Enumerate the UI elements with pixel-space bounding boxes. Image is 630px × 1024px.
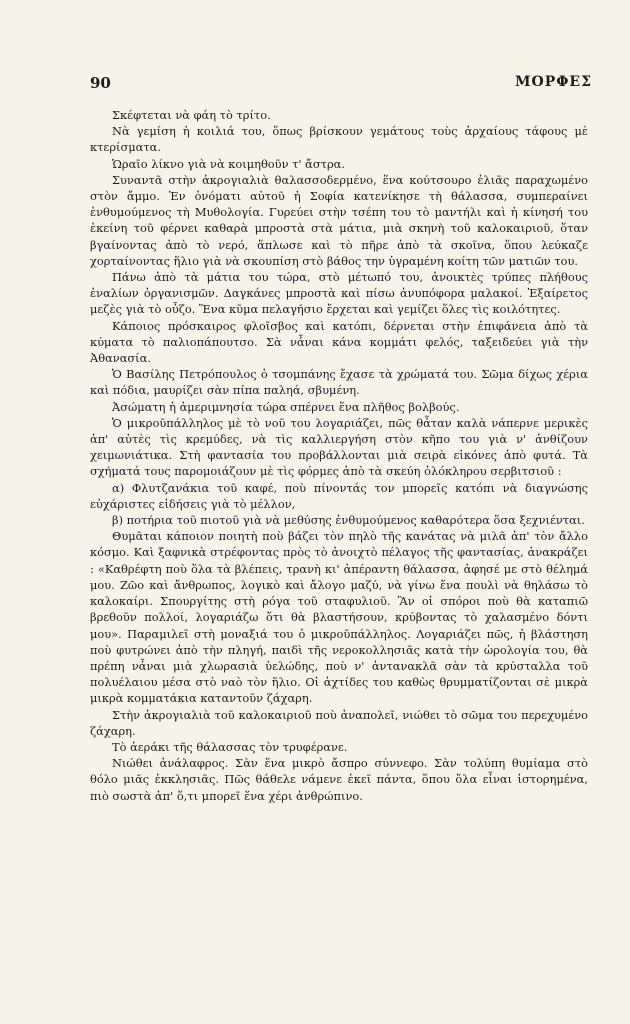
paragraph: Κάποιος πρόσκαιρος φλοῖσβος καὶ κατόπι, δέρνεται στὴν ἐπιφάνεια ἀπὸ τὰ κύματα τὸ παλιοπάπουτσο. Σὰ νἆναι κάνα κομμάτι φελός, ταξειδεύει γιὰ τὴν Ἀθανασία. bbox=[90, 318, 588, 366]
list-item-b: β) ποτήρια τοῦ πιοτοῦ γιὰ νὰ μεθύσης ἐνθυμούμενος καθαρότερα ὅσα ξεχνιένται. bbox=[112, 513, 585, 528]
page-header bbox=[90, 74, 592, 94]
paragraph: Ὁ μικροῦπάλληλος μὲ τὸ νοῦ του λογαριάζει, πῶς θἆταν καλὰ νάπερνε μερικὲς ἀπ' αὐτὲς τὶς κρεμύδες, νὰ τὶς καλλιεργήση στὸν κῆπο του γιὰ ν' ἀνθίζουν χειμωνιάτικα. Στὴ φαντασία του προβάλλονται μιὰ σειρὰ εἰκόνες ἀπὸ φυτά. Τὰ σχήματά τους παρομοιάζουν μὲ τὶς φόρμες ἀπὸ τὰ σκεύη ὁλόκληρου σερβιτσιοῦ : bbox=[90, 415, 588, 479]
list-item-a: α) Φλυτζανάκια τοῦ καφέ, ποὺ πίνοντάς τον μπορεῖς κατόπι νὰ διαγνώσης εὐχάριστες εἰδήσεις γιὰ τὸ μέλλον, bbox=[90, 480, 588, 511]
paragraph: Ἀσώματη ἡ ἀμεριμνησία τώρα σπέρνει ἕνα πλῆθος βολβούς. bbox=[112, 399, 460, 414]
page-number: 90 bbox=[90, 74, 111, 92]
paragraph: Πάνω ἀπὸ τὰ μάτια του τώρα, στὸ μέτωπό του, ἀνοικτὲς τρύπες πλήθους ἐναλίων ὀργανισμῶν. Δαγκάνες μπροστὰ καὶ πίσω ἀνυπόφορα μαλακοί. Ἐξαίρετος μεζὲς γιὰ τὸ οὖζο. Ἕνα κῦμα πελαγήσιο ἔρχεται καὶ γεμίζει ὅλες τὶς κοιλότητες. bbox=[90, 270, 588, 317]
paragraph: Νὰ γεμίση ἡ κοιλιά του, ὅπως βρίσκουν γεμάτους τοὺς ἀρχαίους τάφους μὲ κτερίσματα. bbox=[90, 124, 588, 155]
paragraph: Ὁ Βασίλης Πετρόπουλος ὁ τσομπάνης ἔχασε τὰ χρώματά του. Σῶμα δίχως χέρια καὶ πόδια, μαυρίζει σὰν πίπα παληά, σβυμένη. bbox=[90, 367, 588, 398]
body-text bbox=[90, 107, 588, 804]
paragraph: Στὴν ἀκρογιαλιὰ τοῦ καλοκαιριοῦ ποὺ ἀναπολεῖ, νιώθει τὸ σῶμα του περεχυμένο ζάχαρη. bbox=[90, 707, 588, 738]
paragraph: Ὡραῖο λίκνο γιὰ νὰ κοιμηθοῦν τ' ἄστρα. bbox=[112, 156, 345, 171]
paragraph: Τὸ ἀεράκι τῆς θάλασσας τὸν τρυφέρανε. bbox=[112, 739, 348, 754]
paragraph: Θυμᾶται κάποιον ποιητὴ ποὺ βάζει τὸν πηλὸ τῆς κανάτας νὰ μιλᾶ ἀπ' τὸν ἄλλο κόσμο. Καὶ ξαφνικὰ στρέφοντας πρὸς τὸ ἀνοιχτὸ πέλαγος τῆς φαντασίας, ἀνακράζει : «Καθρέφτη ποὺ ὅλα τὰ βλέπεις, τρανὴ κι' ἀπέραντη θάλασσα, ἀφησέ με στὸ θέλημά μου. Ζῶο καὶ ἄνθρωπος, λογικὸ καὶ ἄλογο μαζύ, νὰ γίνω ἕνα πουλὶ νὰ θηλάσω τὸ καλοκαίρι. Σπουργίτης στὴ ρόγα τοῦ σταφυλιοῦ. Ἂν οἱ σπόροι ποὺ θὰ καταπιῶ βρεθοῦν πολλοί, λογαριάζω ὅτι θὰ βλαστήσουν, κρύβοντας τὸ χαλασμένο δόντι μου». Παραμιλεῖ στὴ μοναξιά του ὁ μικροῦπάλληλος. Λογαριάζει πῶς, ἡ βλάστηση ποὺ φυτρώνει ἀπὸ τὴν πληγή, παιδὶ τῆς νεροκολλησιᾶς κατὰ τὴν ὡρολογία του, θὰ πρέπη νἆναι μιὰ χλωρασιὰ ὑελώδης, ποὺ ν' ἀντανακλᾶ σὰν τὰ κρύσταλλα τοῦ πολυέλαιου μέσα στὸ ναὸ τὸν ἥλιο. Οἱ ἀχτίδες του καθὼς θρυμματίζονται σὲ μικρὰ μικρὰ κομματάκια καταντοῦν ζάχαρη. bbox=[90, 529, 588, 706]
paragraph: Σκέφτεται νὰ φάη τὸ τρίτο. bbox=[112, 108, 271, 122]
paragraph: Συναντᾶ στὴν ἀκρογιαλιὰ θαλασσοδερμένο, ἕνα κούτσουρο ἐλιᾶς παραχωμένο στὸν ἄμμο. Ἐν ὀνόματι αὐτοῦ ἡ Σοφία κατενίκησε τὴ θάλασσα, συμπεραίνει ἐνθυμούμενος τὴ Μυθολογία. Γυρεύει στὴν τσέπη του τὸ μαντήλι καὶ ἡ κίνησή του ἐκείνη τοῦ φέρνει καθαρὰ μπροστὰ στὰ μάτια, μιὰ σκηνὴ τοῦ καλοκαιριοῦ, ὅταν βγαίνοντας ἀπὸ τὸ νερό, ἅπλωσε καὶ τὸ πῆρε ἀπὸ τὰ σκοῖνα, ὅπου λεύκαζε χορταίνοντας ἥλιο γιὰ νὰ σκουπίση στὸ βάθος την ὑγραμένη κοίτη τῶν ματιῶν του. bbox=[90, 172, 588, 268]
running-title: ΜΟΡΦΕΣ bbox=[515, 74, 592, 90]
paragraph: Νιώθει ἀνάλαφρος. Σὰν ἕνα μικρὸ ἄσπρο σύννεφο. Σὰν τολύπη θυμίαμα στὸ θόλο μιᾶς ἐκκλησιᾶς. Πῶς θάθελε νάμενε ἐκεῖ πάντα, ὅπου ὅλα εἶναι ἱστορημένα, πιὸ σωστὰ ἀπ' ὅ,τι μπορεῖ ἕνα χέρι ἀνθρώπινο. bbox=[90, 756, 588, 803]
